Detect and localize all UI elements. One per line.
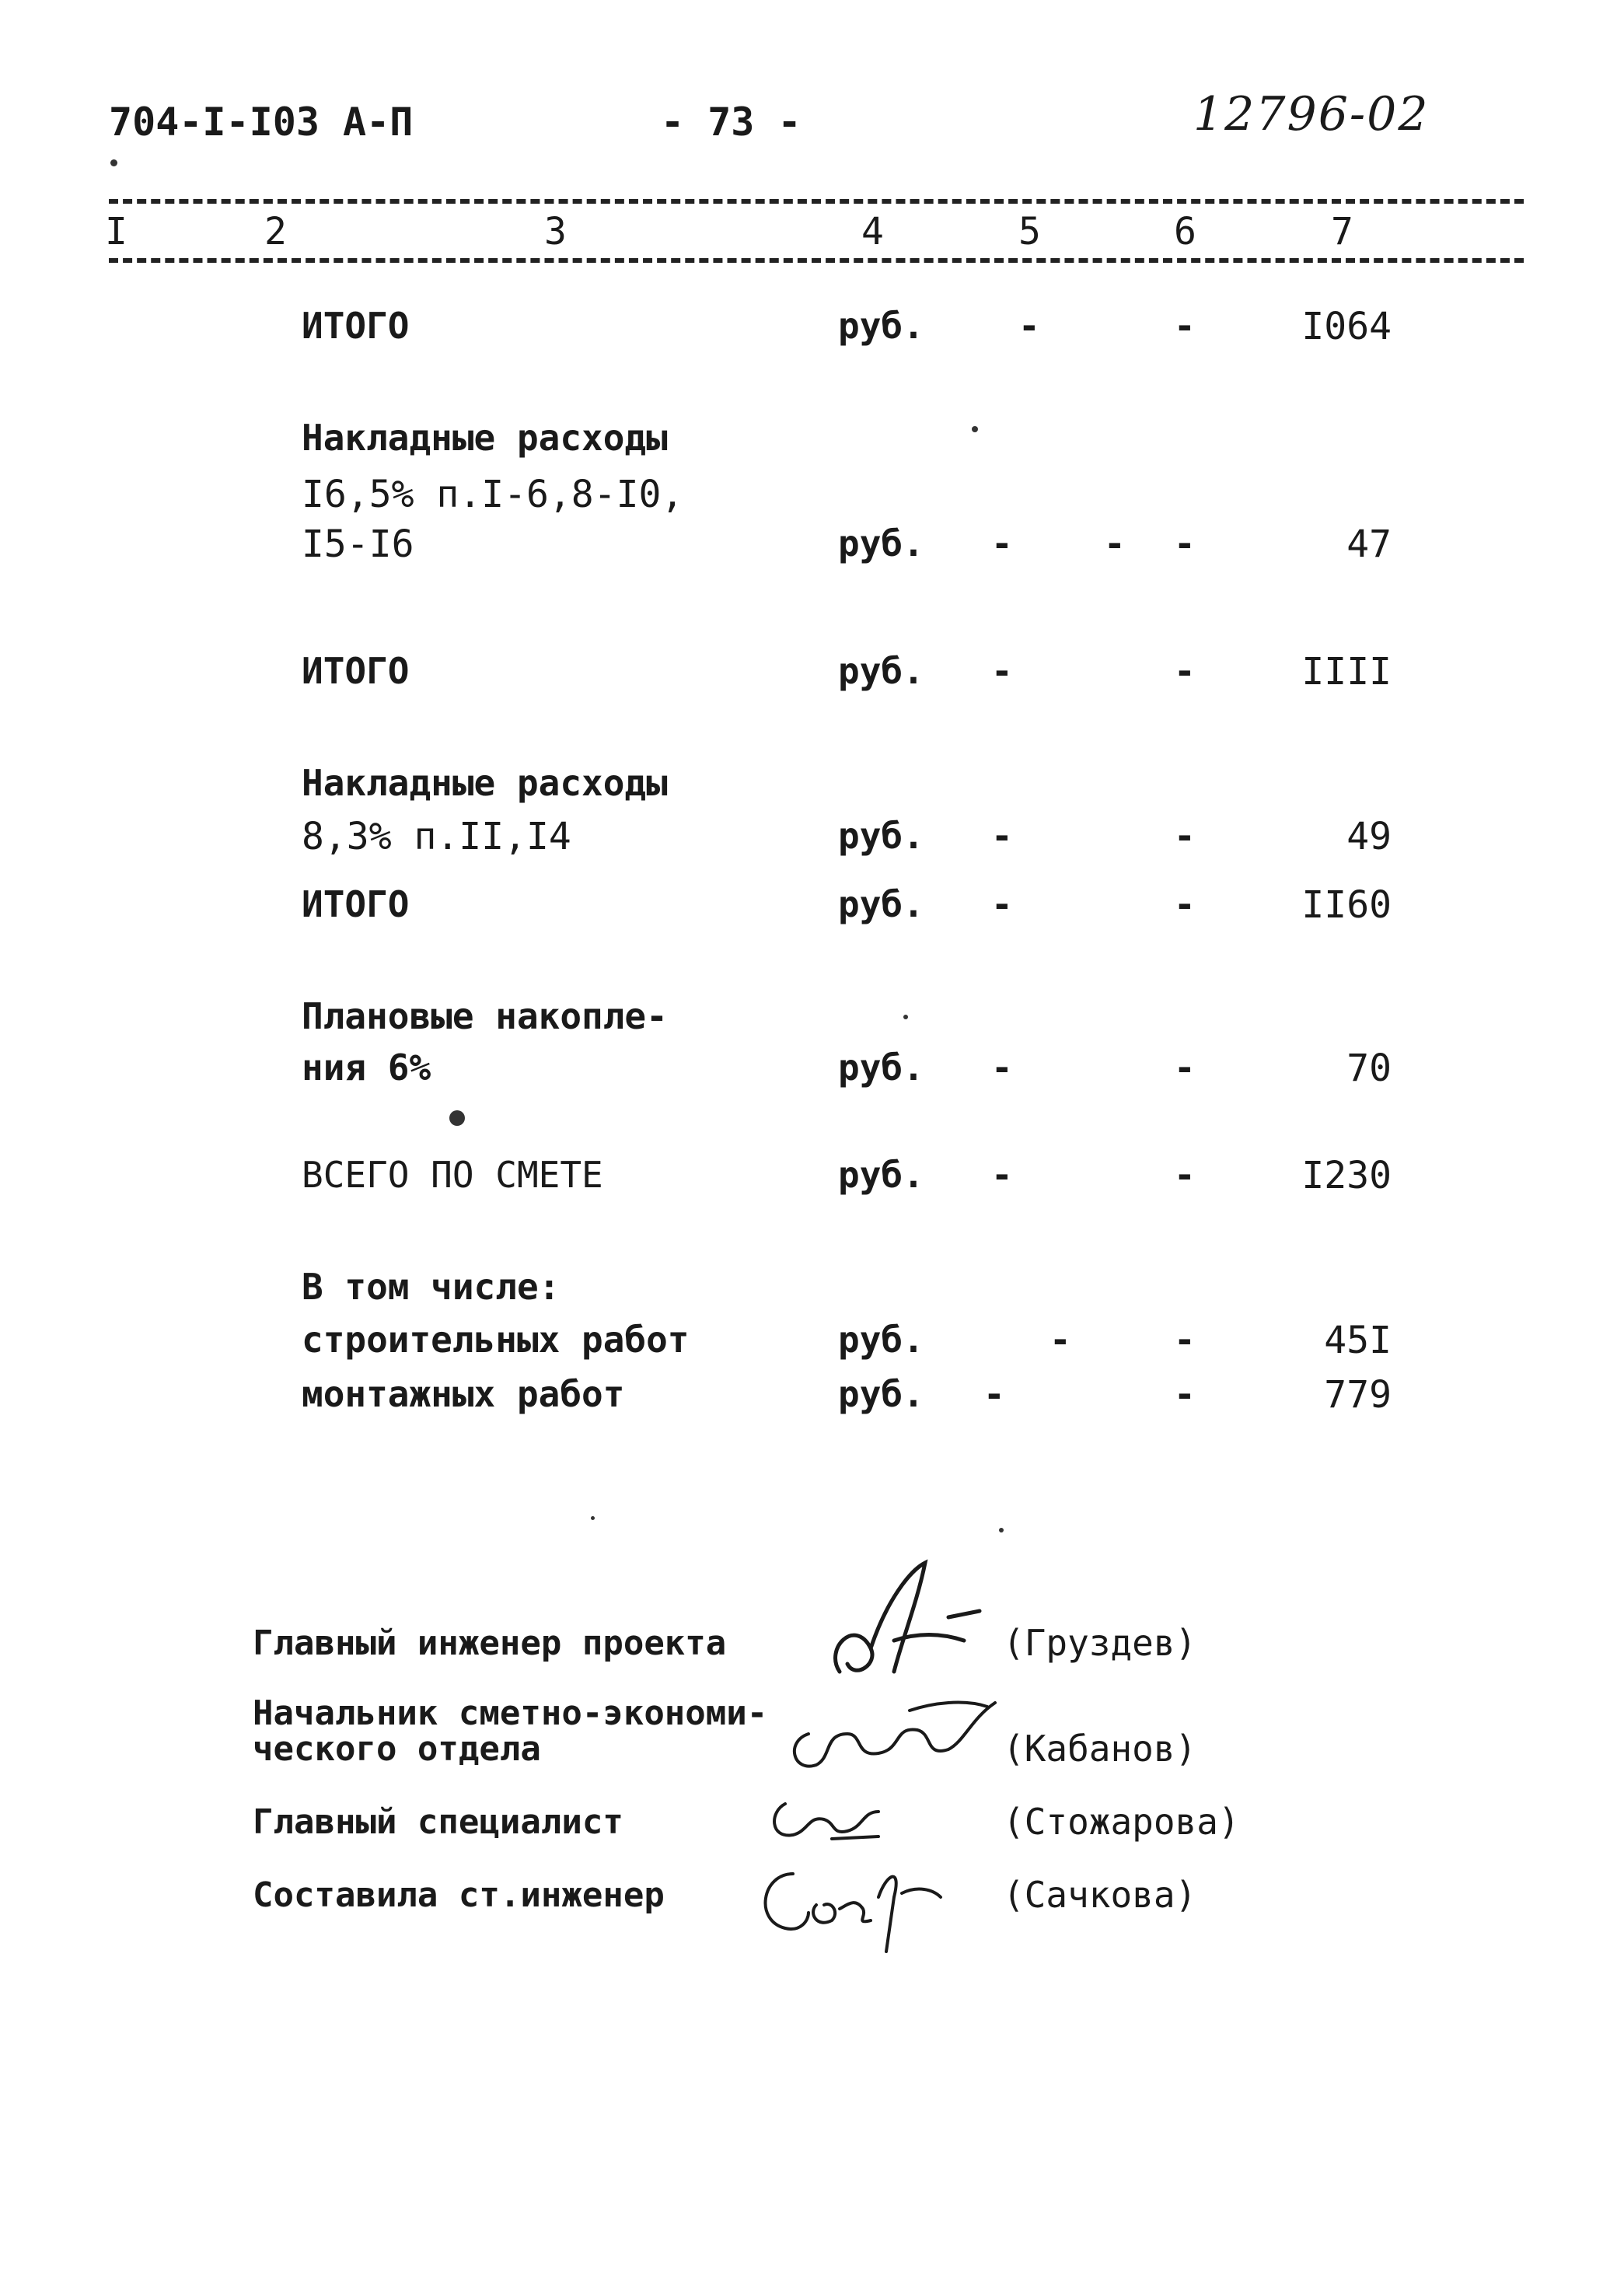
column-number-5: 5 xyxy=(1018,210,1041,253)
row-dash: - xyxy=(991,1154,1013,1196)
row-unit: руб. xyxy=(838,522,924,564)
column-number-7: 7 xyxy=(1331,210,1353,253)
table-row xyxy=(0,305,1617,355)
signatory-title: Начальник сметно-экономи- xyxy=(253,1693,768,1733)
table-row xyxy=(0,417,1617,467)
row-value: IIII xyxy=(1301,650,1392,694)
scan-speck xyxy=(903,1015,908,1019)
row-label: ИТОГО xyxy=(302,305,410,347)
signature-mark xyxy=(762,1781,902,1850)
row-dash: - xyxy=(991,1047,1013,1089)
table-row xyxy=(0,995,1617,1045)
page-number: - 73 - xyxy=(661,100,802,145)
row-label: Накладные расходы xyxy=(302,417,668,459)
row-dash: - xyxy=(1174,522,1196,564)
signatory-name: (Сачкова) xyxy=(1003,1874,1197,1916)
table-row xyxy=(0,815,1617,865)
row-dash: - xyxy=(1104,522,1126,564)
row-dash: - xyxy=(1174,305,1196,347)
row-label: I6,5% п.I-6,8-I0, xyxy=(302,473,684,516)
column-number-3: 3 xyxy=(544,210,567,253)
row-label: монтажных работ xyxy=(302,1373,625,1415)
row-dash: - xyxy=(1174,1373,1196,1415)
signatory-name: (Груздев) xyxy=(1003,1622,1197,1664)
scan-speck xyxy=(449,1110,465,1126)
row-label: I5-I6 xyxy=(302,522,414,566)
table-row xyxy=(0,1154,1617,1204)
table-row xyxy=(0,650,1617,700)
signatory-title: Составила ст.инженер xyxy=(253,1875,665,1915)
signature-mark xyxy=(746,1850,948,1959)
row-unit: руб. xyxy=(838,1319,924,1361)
signatory-name: (Стожарова) xyxy=(1003,1801,1240,1843)
row-value: 779 xyxy=(1324,1373,1392,1417)
row-value: I064 xyxy=(1301,305,1392,348)
table-row xyxy=(0,1319,1617,1368)
row-label: ния 6% xyxy=(302,1047,431,1089)
row-unit: руб. xyxy=(838,1154,924,1196)
row-value: 47 xyxy=(1346,522,1392,566)
signatory-name: (Кабанов) xyxy=(1003,1728,1197,1770)
scan-speck xyxy=(999,1528,1004,1532)
row-label: ИТОГО xyxy=(302,650,410,692)
row-value: 49 xyxy=(1346,815,1392,858)
row-label: Плановые накопле- xyxy=(302,995,668,1037)
scan-speck xyxy=(591,1516,595,1520)
row-label: В том числе: xyxy=(302,1266,561,1308)
row-label: строительных работ xyxy=(302,1319,690,1361)
row-dash: - xyxy=(991,883,1013,925)
signatory-title: ческого отдела xyxy=(253,1729,541,1769)
row-unit: руб. xyxy=(838,1047,924,1089)
row-dash: - xyxy=(983,1373,1005,1415)
column-number-4: 4 xyxy=(861,210,884,253)
row-label: ВСЕГО ПО СМЕТЕ xyxy=(302,1154,603,1196)
table-row xyxy=(0,1266,1617,1316)
row-dash: - xyxy=(1174,815,1196,857)
row-unit: руб. xyxy=(838,883,924,925)
table-row xyxy=(0,473,1617,522)
scan-speck xyxy=(972,426,978,432)
column-number-6: 6 xyxy=(1174,210,1196,253)
row-unit: руб. xyxy=(838,815,924,857)
row-dash: - xyxy=(1174,1154,1196,1196)
signatory-title: Главный инженер проекта xyxy=(253,1623,727,1663)
row-label: 8,3% п.II,I4 xyxy=(302,815,571,858)
signature-mark xyxy=(777,1687,1003,1788)
table-row xyxy=(0,883,1617,933)
row-dash: - xyxy=(991,815,1013,857)
table-row xyxy=(0,522,1617,572)
row-value: 70 xyxy=(1346,1047,1392,1090)
table-header-rule xyxy=(109,258,1524,263)
signature-mark xyxy=(808,1555,995,1695)
row-value: II60 xyxy=(1301,883,1392,927)
row-value: 45I xyxy=(1324,1319,1392,1362)
row-unit: руб. xyxy=(838,305,924,347)
column-number-1: I xyxy=(105,210,127,253)
document-code: 704-I-I03 А-П xyxy=(109,100,414,145)
table-row xyxy=(0,1047,1617,1096)
stamp-number: 12796-02 xyxy=(1193,87,1430,142)
row-dash: - xyxy=(1174,1047,1196,1089)
row-dash: - xyxy=(1174,650,1196,692)
row-dash: - xyxy=(1049,1319,1071,1361)
row-dash: - xyxy=(1018,305,1040,347)
signatory-title: Главный специалист xyxy=(253,1802,623,1842)
row-value: I230 xyxy=(1301,1154,1392,1197)
table-top-rule xyxy=(109,199,1524,204)
row-label: Накладные расходы xyxy=(302,762,668,804)
scan-speck xyxy=(110,159,117,166)
table-row xyxy=(0,1373,1617,1423)
row-label: ИТОГО xyxy=(302,883,410,925)
table-row xyxy=(0,762,1617,812)
row-dash: - xyxy=(1174,1319,1196,1361)
row-unit: руб. xyxy=(838,1373,924,1415)
row-dash: - xyxy=(991,522,1013,564)
row-unit: руб. xyxy=(838,650,924,692)
column-number-2: 2 xyxy=(264,210,287,253)
row-dash: - xyxy=(1174,883,1196,925)
row-dash: - xyxy=(991,650,1013,692)
